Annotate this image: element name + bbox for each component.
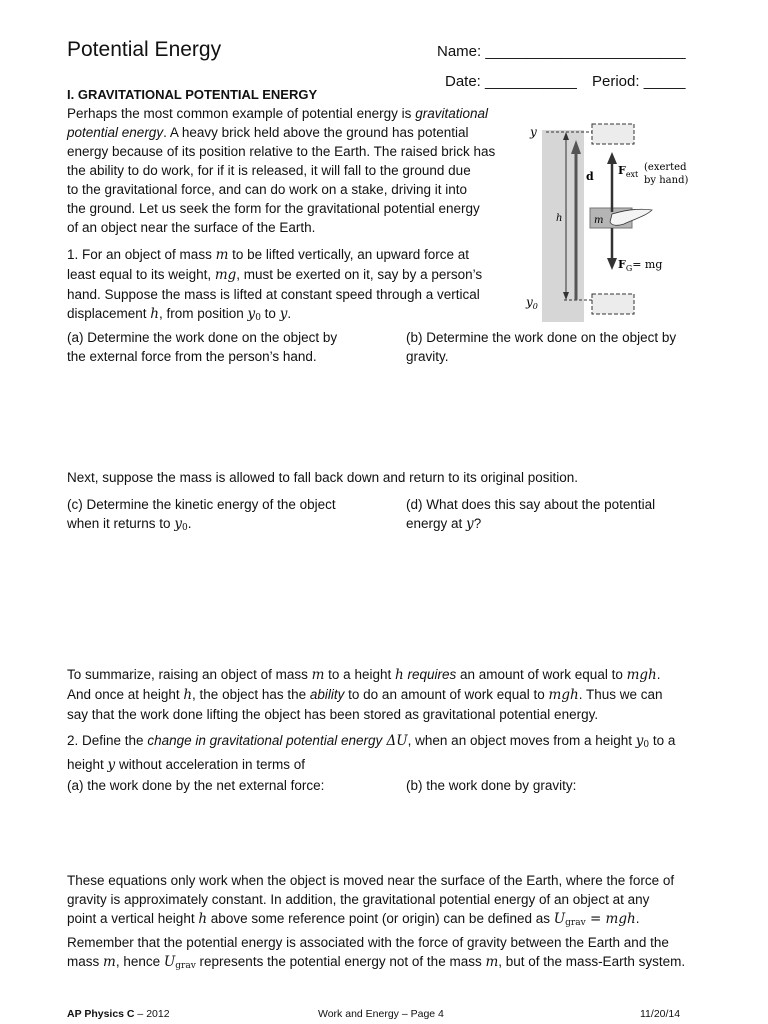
y-label: y xyxy=(530,125,537,139)
h-label: h xyxy=(556,213,563,224)
footer-page: Work and Energy – Page 4 xyxy=(318,1008,444,1020)
closing-paragraph: These equations only work when the object is moved near the surface of the Earth, where the force of gravity is approximately constant. In addition, the gravitational potential energy of an object at any point a vertical height h above some reference point (or origin) can be defined as $U_{grav}$ = mgh. Remember that the potential energy is associated with the force of gravity between the Earth and the mass m, hence $U_{grav}$ represents the potential energy not of the mass m, but of the mass-Earth system. xyxy=(67,873,686,971)
date-field-label: Date: ___________ xyxy=(445,73,577,90)
question-2a: (a) the work done by the net external force: xyxy=(67,778,325,793)
brick-lift-figure xyxy=(520,112,700,322)
name-field-label: Name: ________________________ xyxy=(437,43,686,60)
footer-date: 11/20/14 xyxy=(640,1008,681,1020)
question-2b: (b) the work done by gravity: xyxy=(406,778,577,793)
section-heading: I. GRAVITATIONAL POTENTIAL ENERGY xyxy=(67,87,318,102)
fext-note-line1: (exerted xyxy=(644,162,687,173)
d-label: d xyxy=(586,170,594,183)
intro-paragraph: Perhaps the most common example of potential energy is gravitational potential energy. A heavy brick held above the ground has potential energy because of its position relative to the Earth. The raised brick has the ability to do work, for if it is released, it will fall to the ground due to the gravitational force, and can do work on a stake, driving it into the ground. Let us seek the form for the gravitational potential energy of an object near the surface of the Earth. xyxy=(67,106,496,235)
page-title: Potential Energy xyxy=(67,38,222,61)
question-1b: (b) Determine the work done on the object by gravity. xyxy=(406,330,677,364)
fext-note-line2: by hand) xyxy=(644,175,689,186)
fg-label: $F_G=$ mg xyxy=(618,258,663,273)
question-2: 2. Define the change in gravitational potential energy ΔU, when an object moves from a height $y_0$ to a height y without acceleration in terms of xyxy=(67,733,676,773)
fext-arrow-icon xyxy=(607,152,617,164)
question-1c: (c) Determine the kinetic energy of the object when it returns to $y_0$. xyxy=(67,497,336,533)
fg-arrow-icon xyxy=(607,258,617,270)
period-field-label: Period: _____ xyxy=(592,73,686,90)
y0-label: $y_0$ xyxy=(526,295,538,311)
m-label: m xyxy=(594,215,604,226)
question-1a: (a) Determine the work done on the object by the external force from the person’s hand. xyxy=(67,330,338,364)
summary-paragraph: To summarize, raising an object of mass m to a height h requires an amount of work equal to mgh. And once at height h, the object has the ability to do an amount of work equal to mgh. Thus we can say that the work done lifting the object has been stored as gravitational potential energy. xyxy=(67,667,663,722)
next-paragraph: Next, suppose the mass is allowed to fall back down and return to its original position. xyxy=(67,470,579,485)
footer-course: AP Physics C – 2012 xyxy=(67,1008,170,1020)
question-1d: (d) What does this say about the potential energy at y? xyxy=(406,497,656,532)
fext-label: $F_{ext}$ xyxy=(618,164,639,179)
figure-background-strip xyxy=(542,130,584,322)
top-brick-outline xyxy=(592,124,634,144)
question-1: 1. For an object of mass m to be lifted vertically, an upward force at least equal to its weight, mg, must be exerted on it, say by a person’s hand. Suppose the mass is lifted at constant speed through a vertical displacement h, from position $y_0$ to y. xyxy=(67,247,483,323)
bottom-brick-outline xyxy=(592,294,634,314)
